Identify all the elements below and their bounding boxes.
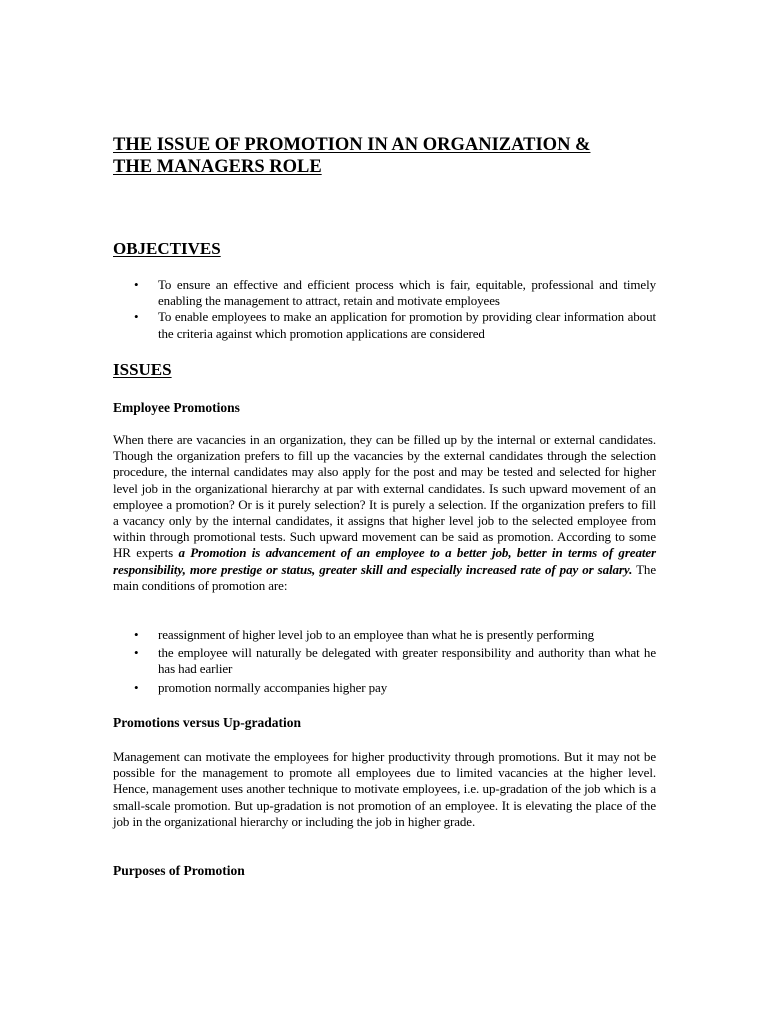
promotion-conditions-list: [113, 627, 656, 698]
promotions-vs-upgradation-paragraph: Management can motivate the employees for higher productivity through promotions. But it may not be possible for the management to promote all employees due to limited vacancies at the higher level. Hence, management uses another technique to motivate employees, i.e. up-gradation of the job which is a small-scale promotion. But up-gradation is not promotion of an employee. It is elevating the place of the job in the organizational hierarchy or including the job in higher grade.: [113, 749, 656, 829]
bullet-icon: •: [134, 277, 139, 292]
bullet-icon: •: [134, 679, 139, 695]
document-title: [113, 134, 673, 178]
purposes-heading: Purposes of Promotion: [113, 863, 245, 878]
list-item: [113, 277, 656, 309]
promotion-definition: a Promotion is advancement of an employee to a better job, better in terms of greater responsibility, more prestige or status, greater skill and especially increased rate of pay or salary.: [113, 545, 656, 577]
objective-text: To enable employees to make an application for promotion by providing clear information about the criteria against which promotion applications are considered: [158, 309, 656, 341]
issues-heading: ISSUES: [113, 360, 172, 379]
title-line-2: THE MANAGERS ROLE: [113, 157, 322, 177]
objectives-heading: OBJECTIVES: [113, 239, 221, 258]
list-item: [113, 309, 656, 341]
condition-text: the employee will naturally be delegated with greater responsibility and authority than what he has had earlier: [158, 645, 656, 677]
paragraph-text: When there are vacancies in an organization, they can be filled up by the internal or external candidates. Though the organization prefers to fill up the vacancies by the external candidates through the selection procedure, the internal candidates may also apply for the post and may be tested and selected for higher level job in the organizational hierarchy at par with external candidates. Is such upward movement of an employee a promotion? Or is it purely selection? It is purely a selection. If the organization prefers to fill a vacancy only by the internal candidates, it assigns that higher level job to the selected employee from within through promotional tests. Such upward movement can be said as promotion. According to some HR experts: [113, 432, 656, 561]
list-item: [113, 645, 656, 677]
objective-text: To ensure an effective and efficient process which is fair, equitable, professional and timely enabling the management to attract, retain and motivate employees: [158, 277, 656, 309]
bullet-icon: •: [134, 645, 139, 661]
condition-text: reassignment of higher level job to an employee than what he is presently performing: [158, 627, 595, 642]
bullet-icon: •: [134, 309, 139, 325]
promotions-vs-upgradation-heading: Promotions versus Up-gradation: [113, 715, 302, 730]
employee-promotions-heading: Employee Promotions: [113, 400, 240, 415]
condition-text: promotion normally accompanies higher pay: [158, 679, 388, 695]
title-line-1: THE ISSUE OF PROMOTION IN AN ORGANIZATION &: [113, 135, 591, 155]
employee-promotions-paragraph: [113, 432, 656, 594]
document-page: [113, 0, 656, 1024]
objectives-list: [113, 277, 656, 342]
list-item: [113, 627, 656, 643]
list-item: [113, 680, 656, 696]
paragraph-text: The main conditions of promotion are:: [113, 561, 656, 593]
bullet-icon: •: [134, 627, 139, 642]
